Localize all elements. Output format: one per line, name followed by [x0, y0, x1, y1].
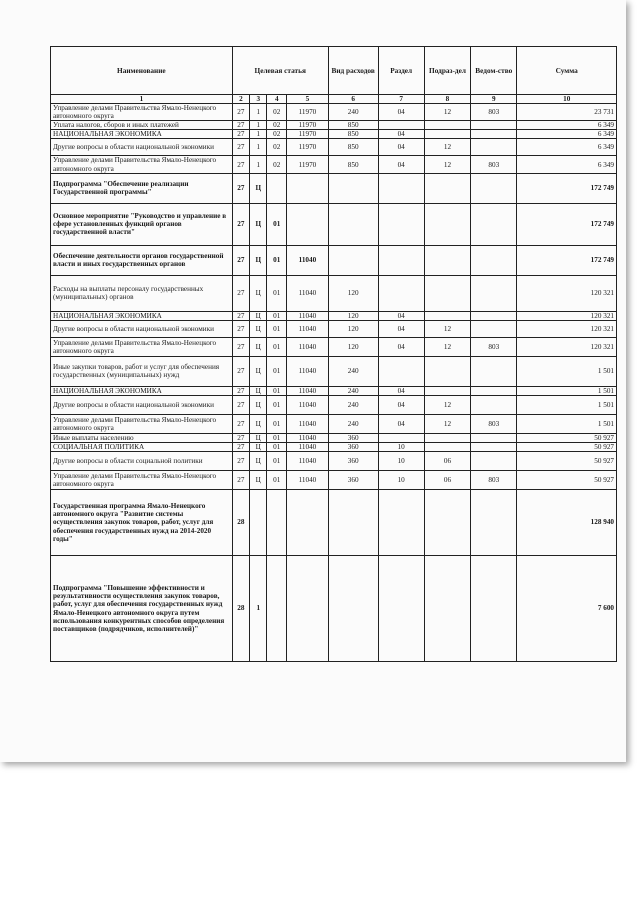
table-row: [51, 156, 617, 173]
expense-type-cell: 240: [328, 356, 378, 386]
target-code-4: 01: [267, 311, 287, 320]
table-row: [51, 337, 617, 356]
target-code-5: 11040: [287, 356, 329, 386]
expense-type-cell: [328, 203, 378, 245]
department-cell: [471, 386, 517, 395]
subsection-cell: 12: [424, 414, 470, 433]
department-cell: [471, 395, 517, 414]
section-cell: 04: [378, 311, 424, 320]
sum-cell: 23 731: [517, 104, 617, 121]
budget-table: [50, 46, 617, 662]
section-cell: [378, 356, 424, 386]
target-code-2: 27: [232, 311, 249, 320]
target-code-3: 1: [250, 121, 267, 130]
target-code-4: 01: [267, 386, 287, 395]
table-row: [51, 471, 617, 490]
sum-cell: 50 927: [517, 471, 617, 490]
expense-type-cell: 360: [328, 452, 378, 471]
header-department: Ведом-ство: [471, 47, 517, 95]
subsection-cell: 12: [424, 320, 470, 337]
department-cell: [471, 356, 517, 386]
department-cell: 803: [471, 471, 517, 490]
section-cell: 04: [378, 320, 424, 337]
target-code-5: 11970: [287, 156, 329, 173]
target-code-5: 11040: [287, 275, 329, 311]
column-number: 6: [328, 95, 378, 104]
section-cell: 04: [378, 414, 424, 433]
target-code-2: 27: [232, 320, 249, 337]
name-cell: Другие вопросы в области национальной экономики: [51, 320, 233, 337]
expense-type-cell: 240: [328, 395, 378, 414]
sum-cell: 120 321: [517, 311, 617, 320]
header-target-article: Целевая статья: [232, 47, 328, 95]
expense-type-cell: 120: [328, 337, 378, 356]
sum-cell: 1 501: [517, 395, 617, 414]
target-code-4: 01: [267, 442, 287, 451]
subsection-cell: 12: [424, 104, 470, 121]
target-code-3: 1: [250, 104, 267, 121]
subsection-cell: [424, 433, 470, 442]
table-row: [51, 203, 617, 245]
subsection-cell: 12: [424, 337, 470, 356]
subsection-cell: 12: [424, 139, 470, 156]
target-code-4: 01: [267, 452, 287, 471]
expense-type-cell: 240: [328, 414, 378, 433]
target-code-5: 11970: [287, 130, 329, 139]
subsection-cell: [424, 130, 470, 139]
table-row: [51, 245, 617, 275]
department-cell: [471, 275, 517, 311]
sum-cell: 120 321: [517, 275, 617, 311]
target-code-3: [250, 490, 267, 556]
target-code-4: 02: [267, 121, 287, 130]
subsection-cell: [424, 203, 470, 245]
department-cell: [471, 556, 517, 662]
sum-cell: 172 749: [517, 173, 617, 203]
target-code-3: Ц: [250, 275, 267, 311]
target-code-3: 1: [250, 556, 267, 662]
department-cell: [471, 245, 517, 275]
column-number: 2: [232, 95, 249, 104]
name-cell: НАЦИОНАЛЬНАЯ ЭКОНОМИКА: [51, 311, 233, 320]
column-number-row: [51, 95, 617, 104]
header-name: Наименование: [51, 47, 233, 95]
target-code-5: [287, 556, 329, 662]
expense-type-cell: 120: [328, 275, 378, 311]
expense-type-cell: [328, 490, 378, 556]
sum-cell: 6 349: [517, 156, 617, 173]
name-cell: Другие вопросы в области социальной политики: [51, 452, 233, 471]
target-code-5: 11040: [287, 442, 329, 451]
subsection-cell: 06: [424, 471, 470, 490]
sum-cell: 7 600: [517, 556, 617, 662]
target-code-3: Ц: [250, 337, 267, 356]
name-cell: Управление делами Правительства Ямало-Ненецкого автономного округа: [51, 156, 233, 173]
target-code-5: [287, 490, 329, 556]
target-code-3: Ц: [250, 356, 267, 386]
section-cell: 04: [378, 130, 424, 139]
name-cell: Другие вопросы в области национальной экономики: [51, 395, 233, 414]
target-code-5: 11040: [287, 337, 329, 356]
department-cell: 803: [471, 156, 517, 173]
section-cell: [378, 245, 424, 275]
target-code-4: [267, 556, 287, 662]
section-cell: 04: [378, 395, 424, 414]
department-cell: 803: [471, 414, 517, 433]
section-cell: [378, 433, 424, 442]
department-cell: [471, 130, 517, 139]
table-row: [51, 442, 617, 451]
department-cell: [471, 442, 517, 451]
name-cell: Иные выплаты населению: [51, 433, 233, 442]
subsection-cell: [424, 245, 470, 275]
subsection-cell: [424, 442, 470, 451]
name-cell: Другие вопросы в области национальной экономики: [51, 139, 233, 156]
sum-cell: 172 749: [517, 203, 617, 245]
name-cell: НАЦИОНАЛЬНАЯ ЭКОНОМИКА: [51, 130, 233, 139]
target-code-4: 01: [267, 471, 287, 490]
name-cell: НАЦИОНАЛЬНАЯ ЭКОНОМИКА: [51, 386, 233, 395]
target-code-3: Ц: [250, 386, 267, 395]
target-code-3: Ц: [250, 442, 267, 451]
target-code-4: 01: [267, 245, 287, 275]
target-code-2: 28: [232, 490, 249, 556]
department-cell: [471, 433, 517, 442]
name-cell: Государственная программа Ямало-Ненецкого автономного округа "Развитие системы осуществления закупок товаров, работ, услуг для обеспечения государственных нужд на 2014-2020 годы": [51, 490, 233, 556]
expense-type-cell: 360: [328, 442, 378, 451]
section-cell: [378, 203, 424, 245]
subsection-cell: [424, 490, 470, 556]
table-row: [51, 490, 617, 556]
target-code-2: 27: [232, 356, 249, 386]
target-code-4: 02: [267, 139, 287, 156]
target-code-2: 27: [232, 245, 249, 275]
subsection-cell: 06: [424, 452, 470, 471]
header-expense-type: Вид расходов: [328, 47, 378, 95]
header-subsection: Подраз-дел: [424, 47, 470, 95]
table-row: [51, 452, 617, 471]
target-code-2: 27: [232, 173, 249, 203]
target-code-2: 27: [232, 414, 249, 433]
name-cell: Обеспечение деятельности органов государственной власти и иных государственных органов: [51, 245, 233, 275]
target-code-2: 27: [232, 139, 249, 156]
section-cell: [378, 121, 424, 130]
section-cell: 04: [378, 156, 424, 173]
name-cell: Подпрограмма "Повышение эффективности и результативности осуществления закупок товаров, работ, услуг для обеспечения государственных нужд Ямало-Ненецкого автономного округа путем использования конкурентных способов определения поставщиков (подрядчиков, исполнителей)": [51, 556, 233, 662]
column-number: 5: [287, 95, 329, 104]
target-code-3: Ц: [250, 311, 267, 320]
subsection-cell: [424, 173, 470, 203]
expense-type-cell: [328, 556, 378, 662]
target-code-5: 11040: [287, 386, 329, 395]
expense-type-cell: 360: [328, 433, 378, 442]
department-cell: 803: [471, 104, 517, 121]
expense-type-cell: 120: [328, 311, 378, 320]
department-cell: [471, 490, 517, 556]
target-code-4: [267, 490, 287, 556]
section-cell: 10: [378, 442, 424, 451]
expense-type-cell: 240: [328, 104, 378, 121]
target-code-3: Ц: [250, 414, 267, 433]
section-cell: [378, 173, 424, 203]
name-cell: Иные закупки товаров, работ и услуг для обеспечения государственных (муниципальных) нужд: [51, 356, 233, 386]
column-number: 9: [471, 95, 517, 104]
expense-type-cell: 850: [328, 121, 378, 130]
sum-cell: 50 927: [517, 452, 617, 471]
target-code-5: [287, 173, 329, 203]
column-number: 3: [250, 95, 267, 104]
subsection-cell: [424, 556, 470, 662]
column-number: 8: [424, 95, 470, 104]
target-code-5: [287, 203, 329, 245]
target-code-5: 11040: [287, 433, 329, 442]
department-cell: [471, 452, 517, 471]
target-code-3: Ц: [250, 471, 267, 490]
target-code-4: 01: [267, 356, 287, 386]
section-cell: 04: [378, 386, 424, 395]
name-cell: Уплата налогов, сборов и иных платежей: [51, 121, 233, 130]
target-code-4: 01: [267, 203, 287, 245]
section-cell: 04: [378, 337, 424, 356]
department-cell: [471, 311, 517, 320]
table-row: [51, 414, 617, 433]
target-code-2: 27: [232, 452, 249, 471]
department-cell: [471, 203, 517, 245]
target-code-3: Ц: [250, 245, 267, 275]
sum-cell: 1 501: [517, 356, 617, 386]
sum-cell: 1 501: [517, 386, 617, 395]
section-cell: [378, 490, 424, 556]
section-cell: 04: [378, 139, 424, 156]
target-code-5: 11970: [287, 121, 329, 130]
target-code-2: 27: [232, 395, 249, 414]
target-code-2: 28: [232, 556, 249, 662]
section-cell: [378, 275, 424, 311]
expense-type-cell: 850: [328, 139, 378, 156]
table-row: [51, 139, 617, 156]
column-number: 7: [378, 95, 424, 104]
sum-cell: 6 349: [517, 121, 617, 130]
header-section: Раздел: [378, 47, 424, 95]
expense-type-cell: 240: [328, 386, 378, 395]
sum-cell: 120 321: [517, 337, 617, 356]
target-code-3: Ц: [250, 433, 267, 442]
target-code-4: 01: [267, 337, 287, 356]
expense-type-cell: [328, 245, 378, 275]
header-sum: Сумма: [517, 47, 617, 95]
subsection-cell: [424, 311, 470, 320]
target-code-4: 01: [267, 320, 287, 337]
section-cell: 10: [378, 452, 424, 471]
target-code-3: Ц: [250, 452, 267, 471]
table-row: [51, 130, 617, 139]
table-row: [51, 395, 617, 414]
sum-cell: 6 349: [517, 130, 617, 139]
table-row: [51, 311, 617, 320]
sum-cell: 172 749: [517, 245, 617, 275]
table-row: [51, 104, 617, 121]
subsection-cell: [424, 356, 470, 386]
target-code-2: 27: [232, 337, 249, 356]
name-cell: Управление делами Правительства Ямало-Ненецкого автономного округа: [51, 337, 233, 356]
expense-type-cell: 120: [328, 320, 378, 337]
table-row: [51, 356, 617, 386]
name-cell: Расходы на выплаты персоналу государственных (муниципальных) органов: [51, 275, 233, 311]
target-code-2: 27: [232, 433, 249, 442]
department-cell: [471, 139, 517, 156]
expense-type-cell: 850: [328, 130, 378, 139]
sum-cell: 50 927: [517, 433, 617, 442]
target-code-3: 1: [250, 139, 267, 156]
target-code-4: 01: [267, 433, 287, 442]
table-row: [51, 433, 617, 442]
sum-cell: 128 940: [517, 490, 617, 556]
target-code-2: 27: [232, 121, 249, 130]
column-number: 1: [51, 95, 233, 104]
subsection-cell: 12: [424, 395, 470, 414]
table-row: [51, 556, 617, 662]
section-cell: 04: [378, 104, 424, 121]
sum-cell: 120 321: [517, 320, 617, 337]
sum-cell: 6 349: [517, 139, 617, 156]
target-code-3: Ц: [250, 203, 267, 245]
sum-cell: 1 501: [517, 414, 617, 433]
subsection-cell: [424, 386, 470, 395]
target-code-4: 01: [267, 395, 287, 414]
target-code-3: 1: [250, 130, 267, 139]
section-cell: 10: [378, 471, 424, 490]
expense-type-cell: 850: [328, 156, 378, 173]
table-row: [51, 275, 617, 311]
target-code-4: 02: [267, 104, 287, 121]
name-cell: Основное мероприятие "Руководство и управление в сфере установленных функций органов государственной власти": [51, 203, 233, 245]
target-code-5: 11970: [287, 104, 329, 121]
target-code-2: 27: [232, 130, 249, 139]
table-row: [51, 173, 617, 203]
subsection-cell: [424, 121, 470, 130]
target-code-3: Ц: [250, 173, 267, 203]
target-code-3: Ц: [250, 395, 267, 414]
target-code-2: 27: [232, 275, 249, 311]
target-code-3: 1: [250, 156, 267, 173]
department-cell: 803: [471, 337, 517, 356]
target-code-5: 11040: [287, 414, 329, 433]
target-code-5: 11040: [287, 320, 329, 337]
department-cell: [471, 121, 517, 130]
name-cell: СОЦИАЛЬНАЯ ПОЛИТИКА: [51, 442, 233, 451]
target-code-5: 11040: [287, 395, 329, 414]
subsection-cell: 12: [424, 156, 470, 173]
subsection-cell: [424, 275, 470, 311]
target-code-5: 11040: [287, 245, 329, 275]
section-cell: [378, 556, 424, 662]
sum-cell: 50 927: [517, 442, 617, 451]
table-row: [51, 386, 617, 395]
department-cell: [471, 320, 517, 337]
department-cell: [471, 173, 517, 203]
target-code-2: 27: [232, 442, 249, 451]
target-code-3: Ц: [250, 320, 267, 337]
target-code-4: 02: [267, 156, 287, 173]
column-number: 4: [267, 95, 287, 104]
target-code-4: 02: [267, 130, 287, 139]
target-code-2: 27: [232, 471, 249, 490]
target-code-5: 11040: [287, 311, 329, 320]
target-code-4: 01: [267, 275, 287, 311]
target-code-4: 01: [267, 414, 287, 433]
target-code-2: 27: [232, 203, 249, 245]
header-row: [51, 47, 617, 95]
target-code-4: [267, 173, 287, 203]
expense-type-cell: 360: [328, 471, 378, 490]
target-code-2: 27: [232, 156, 249, 173]
target-code-5: 11040: [287, 452, 329, 471]
target-code-2: 27: [232, 104, 249, 121]
table-body: [51, 104, 617, 662]
table-row: [51, 121, 617, 130]
name-cell: Управление делами Правительства Ямало-Ненецкого автономного округа: [51, 471, 233, 490]
name-cell: Подпрограмма "Обеспечение реализации Государственной программы": [51, 173, 233, 203]
expense-type-cell: [328, 173, 378, 203]
column-number: 10: [517, 95, 617, 104]
name-cell: Управление делами Правительства Ямало-Ненецкого автономного округа: [51, 414, 233, 433]
table-row: [51, 320, 617, 337]
name-cell: Управление делами Правительства Ямало-Ненецкого автономного округа: [51, 104, 233, 121]
target-code-5: 11970: [287, 139, 329, 156]
target-code-2: 27: [232, 386, 249, 395]
target-code-5: 11040: [287, 471, 329, 490]
